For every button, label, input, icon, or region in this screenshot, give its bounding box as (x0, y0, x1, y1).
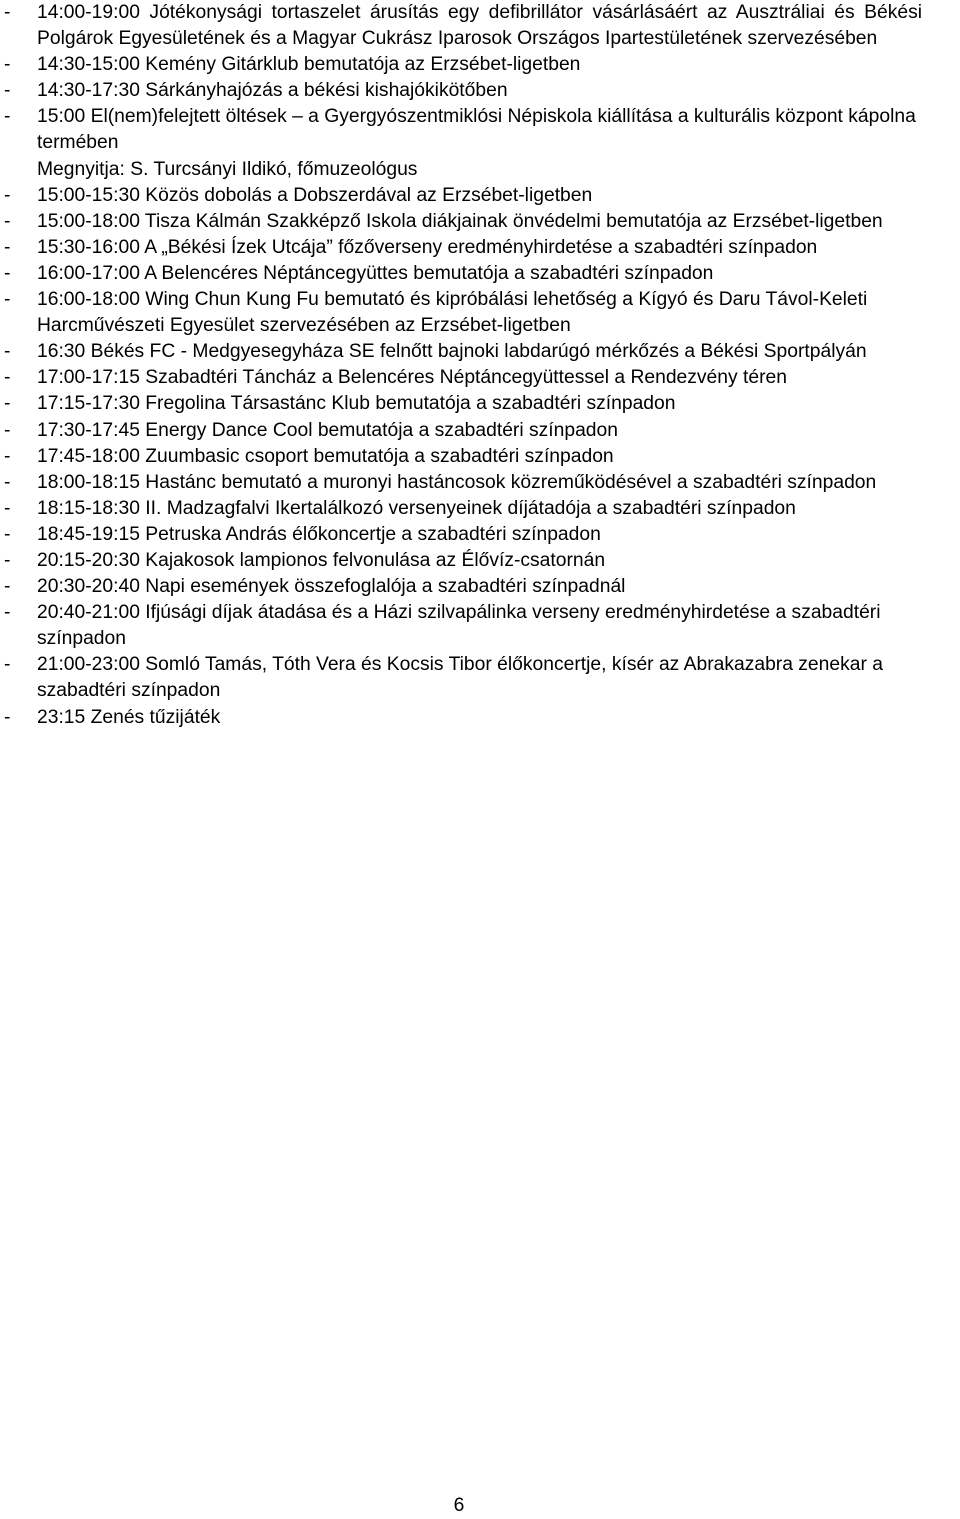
schedule-item (0, 391, 922, 417)
schedule-item-text: 16:00-18:00 Wing Chun Kung Fu bemutató és kipróbálási lehetőség a Kígyó és Daru Távol-Keleti Harcművészeti Egyesület szervezésében az Erzsébet-ligetben (37, 289, 868, 337)
schedule-item (0, 418, 922, 444)
schedule-item (0, 705, 922, 731)
bullet-dash: - (4, 523, 11, 545)
schedule-item-text: 15:00-18:00 Tisza Kálmán Szakképző Iskola diákjainak önvédelmi bemutatója az Erzsébet-ligetben (37, 210, 883, 232)
schedule-item (0, 235, 922, 261)
bullet-dash: - (4, 2, 11, 23)
schedule-item-body (37, 104, 922, 182)
schedule-item (0, 0, 922, 52)
schedule-item-text: 15:00-15:30 Közös dobolás a Dobszerdával az Erzsébet-ligetben (37, 184, 593, 206)
schedule-item-text: 21:00-23:00 Somló Tamás, Tóth Vera és Kocsis Tibor élőkoncertje, kísér az Abrakazabra zenekar a szabadtéri színpadon (37, 654, 883, 702)
schedule-item (0, 496, 922, 522)
bullet-dash: - (4, 262, 11, 284)
schedule-item-text: 16:30 Békés FC - Medgyesegyháza SE felnőtt bajnoki labdarúgó mérkőzés a Békési Sportpályán (37, 341, 867, 363)
schedule-item (0, 365, 922, 391)
schedule-item-text: 20:30-20:40 Napi események összefoglalója a szabadtéri színpadnál (37, 576, 626, 598)
schedule-item-text: 18:15-18:30 II. Madzagfalvi Ikertalálkozó versenyeinek díjátadója a szabadtéri színpadon (37, 497, 796, 519)
schedule-item-text: 14:30-15:00 Kemény Gitárklub bemutatója az Erzsébet-ligetben (37, 54, 581, 76)
schedule-item (0, 183, 922, 209)
schedule-item (0, 600, 922, 652)
schedule-item-text: 17:45-18:00 Zuumbasic csoport bemutatója a szabadtéri színpadon (37, 445, 614, 467)
bullet-dash: - (4, 80, 11, 102)
schedule-item (0, 104, 922, 182)
schedule-item-text: 23:15 Zenés tűzijáték (37, 706, 221, 728)
bullet-dash: - (4, 236, 11, 258)
page-number: 6 (453, 1495, 465, 1516)
schedule-item (0, 652, 922, 704)
schedule-item (0, 52, 922, 78)
bullet-dash: - (4, 289, 11, 311)
schedule-item (0, 339, 922, 365)
bullet-dash: - (4, 549, 11, 571)
schedule-item-text: 17:30-17:45 Energy Dance Cool bemutatója a szabadtéri színpadon (37, 419, 618, 441)
bullet-dash: - (4, 576, 11, 598)
schedule-item-text: 17:15-17:30 Fregolina Társastánc Klub bemutatója a szabadtéri színpadon (37, 393, 676, 415)
schedule-item (0, 470, 922, 496)
bullet-dash: - (4, 602, 11, 624)
bullet-dash: - (4, 419, 11, 441)
bullet-dash: - (4, 445, 11, 467)
schedule-item (0, 78, 922, 104)
bullet-dash: - (4, 341, 11, 363)
bullet-dash: - (4, 497, 11, 519)
schedule-item (0, 209, 922, 235)
schedule-item-text: 15:00 El(nem)felejtett öltések – a Gyergyószentmiklósi Népiskola kiállítása a kulturális központ kápolna termében (37, 106, 916, 154)
bullet-dash: - (4, 184, 11, 206)
schedule-item-text: 18:00-18:15 Hastánc bemutató a muronyi hastáncosok közreműködésével a szabadtéri színpadon (37, 471, 877, 493)
schedule-item-text: 20:15-20:30 Kajakosok lampionos felvonulása az Élővíz-csatornán (37, 549, 606, 571)
bullet-dash: - (4, 393, 11, 415)
schedule-item-text: 14:00-19:00 Jótékonysági tortaszelet árusítás egy defibrillátor vásárlásáért az Ausztráliai és Békési Polgárok Egyesületének és a Magyar Cukrász Iparosok Országos Ipartestületének szervezésében (37, 2, 922, 50)
schedule-item-text: 14:30-17:30 Sárkányhajózás a békési kishajókikötőben (37, 80, 508, 102)
bullet-dash: - (4, 54, 11, 76)
schedule-item-text: 20:40-21:00 Ifjúsági díjak átadása és a Házi szilvapálinka verseny eredményhirdetése a szabadtéri színpadon (37, 602, 881, 650)
schedule-item (0, 548, 922, 574)
schedule-item-text: 15:30-16:00 A „Békési Ízek Utcája” főzőverseny eredményhirdetése a szabadtéri színpadon (37, 236, 818, 258)
schedule-item (0, 522, 922, 548)
schedule-item (0, 444, 922, 470)
bullet-dash: - (4, 471, 11, 493)
schedule-item (0, 261, 922, 287)
opening-note: Megnyitja: S. Turcsányi Ildikó, főmuzeológus (37, 158, 418, 180)
bullet-dash: - (4, 654, 11, 676)
program-schedule-list (0, 0, 922, 731)
bullet-dash: - (4, 106, 11, 128)
bullet-dash: - (4, 706, 11, 728)
schedule-item-text: 16:00-17:00 A Belencéres Néptáncegyüttes bemutatója a szabadtéri színpadon (37, 262, 714, 284)
schedule-item (0, 574, 922, 600)
bullet-dash: - (4, 210, 11, 232)
schedule-item-text: 18:45-19:15 Petruska András élőkoncertje a szabadtéri színpadon (37, 523, 601, 545)
schedule-item-text: 17:00-17:15 Szabadtéri Táncház a Belencéres Néptáncegyüttessel a Rendezvény téren (37, 367, 787, 389)
bullet-dash: - (4, 367, 11, 389)
schedule-item (0, 287, 922, 339)
